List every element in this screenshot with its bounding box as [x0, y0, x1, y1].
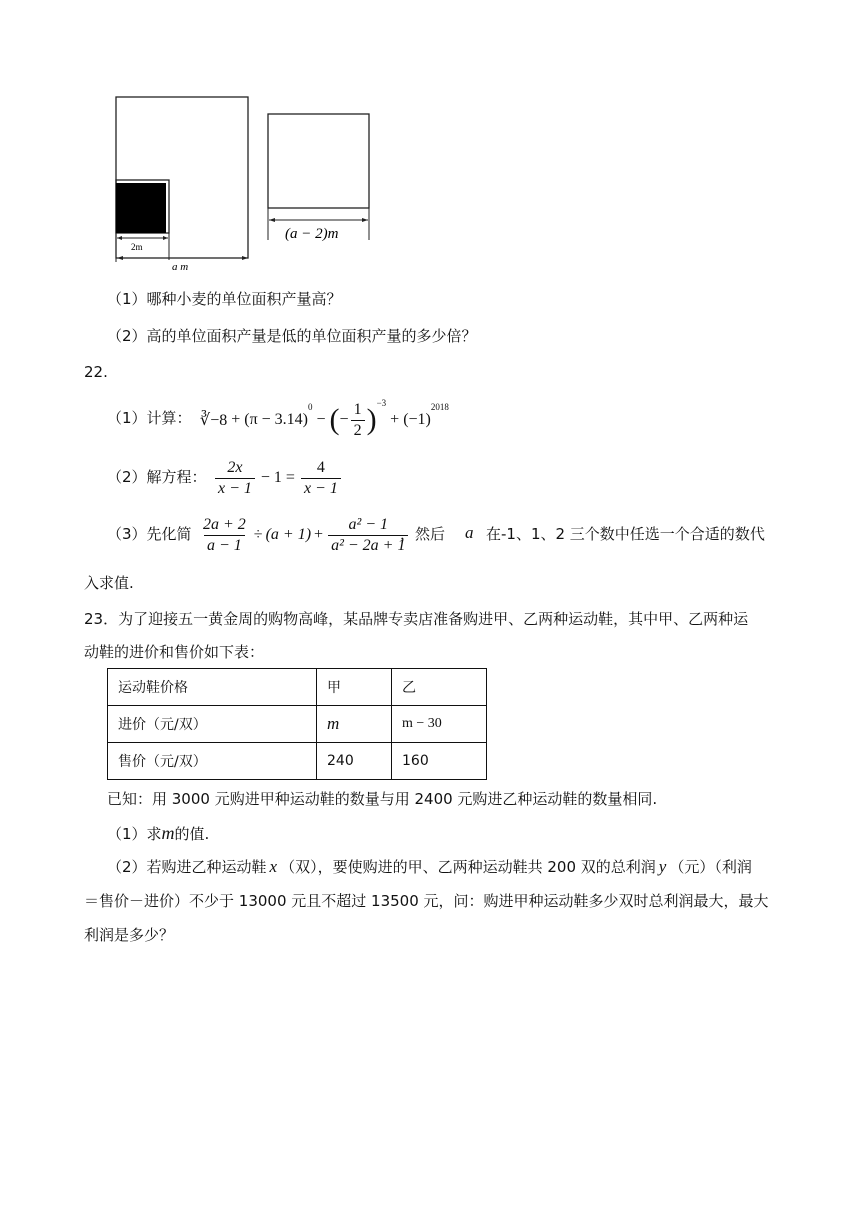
q23-part2-line3: 利润是多少？	[84, 926, 175, 944]
table-cell: 160	[392, 743, 487, 780]
q22-part1-prefix: （1）计算：	[107, 409, 192, 427]
q22-part3-var: a	[465, 523, 474, 542]
q22-number: 22.	[84, 363, 108, 381]
table-row	[108, 743, 487, 780]
squares-figure	[100, 90, 390, 275]
q23-line2: 动鞋的进价和售价如下表：	[84, 643, 265, 661]
table-cell: 进价（元/双）	[108, 706, 317, 743]
large-square	[116, 97, 248, 258]
q23-line1: 23．为了迎接五一黄金周的购物高峰，某品牌专卖店准备购进甲、乙两种运动鞋，其中甲、乙两种运	[84, 610, 749, 628]
label-a2m: (a − 2)m	[285, 226, 339, 242]
q21-part2: （2）高的单位面积产量是低的单位面积产量的多少倍？	[107, 327, 477, 345]
table-cell: 240	[317, 743, 392, 780]
q22-part2-prefix: （2）解方程：	[107, 468, 207, 486]
table-cell: m	[317, 706, 392, 743]
price-table	[107, 668, 487, 780]
table-cell: 运动鞋价格	[108, 669, 317, 706]
table-cell: 乙	[392, 669, 487, 706]
table-cell: 售价（元/双）	[108, 743, 317, 780]
q23-part1: （1）求m的值.	[107, 823, 210, 843]
q22-part1-expr: ∛−8 + (π − 3.14) $^0$ − ( − $\frac{1}{2}$ ) $^{-3}$ + (−1) $^{2018}$	[200, 398, 449, 439]
q22-part3-prefix: （3）先化简	[107, 525, 192, 543]
q23-part2-line1: （2）若购进乙种运动鞋 x （双），要使购进的甲、乙两种运动鞋共 200 双的总利润 y （元）（利润	[107, 857, 752, 876]
q22-part3-expr: $\frac{2a + 2}{a - 1}$ ÷ (a + 1) + $\frac{\text{a² − 1}}{\text{a² − 2a + 1}}$	[198, 510, 410, 560]
q23-known: 已知：用 3000 元购进甲种运动鞋的数量与用 2400 元购进乙种运动鞋的数量相同.	[107, 790, 658, 808]
q22-part3-mid: ，然后	[400, 525, 446, 543]
shaded-square	[116, 183, 166, 233]
table-cell: m − 30	[392, 706, 487, 743]
table-cell: 甲	[317, 669, 392, 706]
q22-part3-line2: 入求值.	[84, 574, 134, 592]
label-2m: 2m	[131, 242, 143, 252]
q22-fraction-half: $\frac{1}{2}$	[351, 401, 365, 440]
table-row	[108, 706, 487, 743]
label-am: a m	[172, 261, 189, 273]
q22-part3-tail: 在-1、1、2 三个数中任选一个合适的数代	[486, 525, 765, 543]
table-row	[108, 669, 487, 706]
q21-part1: （1）哪种小麦的单位面积产量高？	[107, 290, 342, 308]
small-square	[268, 114, 369, 208]
q22-part2-expr: $\frac{2x}{x - 1}$ − 1 = $\frac{4}{x - 1}$	[213, 455, 343, 501]
q23-part2-line2: ＝售价－进价）不少于 13000 元且不超过 13500 元，问：购进甲种运动鞋多少双时总利润最大，最大	[84, 892, 769, 910]
